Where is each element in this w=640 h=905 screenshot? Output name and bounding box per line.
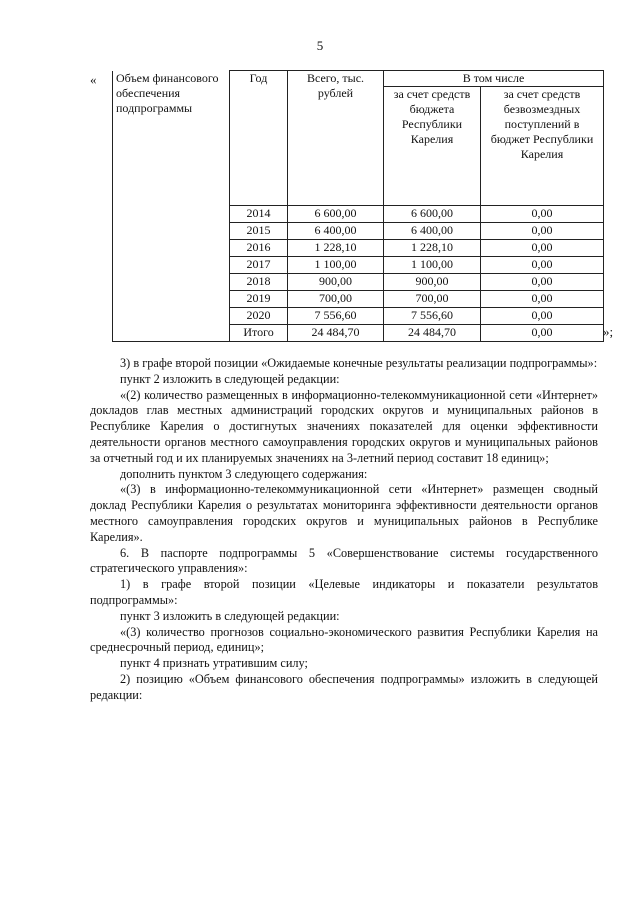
col-budget-header: за счет средств бюджета Республики Карелия [384,87,481,206]
free-cell: 0,00 [481,291,604,308]
paragraph: 1) в графе второй позиции «Целевые индикаторы и показатели результатов подпрограммы»: [90,577,598,607]
paragraph: 2) позицию «Объем финансового обеспечения подпрограммы» изложить в следующей редакции: [90,671,598,702]
budget-cell: 700,00 [384,291,481,308]
free-cell: 0,00 [481,274,604,291]
budget-cell: 1 100,00 [384,257,481,274]
free-cell: 0,00 [481,223,604,240]
blank-cell [113,325,230,342]
free-cell: 0,00 [481,206,604,223]
budget-cell: 1 228,10 [384,240,481,257]
col-free-header: за счет средств безвозмездных поступлений в бюджет Республики Карелия [481,87,604,206]
budget-cell: 24 484,70 [384,325,481,342]
paragraph: пункт 3 изложить в следующей редакции: [120,608,340,623]
page-number: 5 [316,38,324,53]
free-cell: 0,00 [481,325,604,342]
blank-cell [113,308,230,325]
total-cell: 6 600,00 [288,206,384,223]
table-row [113,308,604,325]
year-cell: 2014 [230,206,288,223]
total-cell: 7 556,60 [288,308,384,325]
table-row [113,291,604,308]
year-cell: 2016 [230,240,288,257]
budget-cell: 7 556,60 [384,308,481,325]
blank-cell [113,274,230,291]
year-cell: 2018 [230,274,288,291]
total-cell: 6 400,00 [288,223,384,240]
blank-cell [113,257,230,274]
free-cell: 0,00 [481,240,604,257]
table-row [113,206,604,223]
budget-cell: 6 600,00 [384,206,481,223]
total-cell: 700,00 [288,291,384,308]
budget-cell: 6 400,00 [384,223,481,240]
paragraph: 6. В паспорте подпрограммы 5 «Совершенствование системы государственного стратегического управления»: [90,545,598,576]
paragraph: 3) в графе второй позиции «Ожидаемые конечные результаты реализации подпрограммы»: [120,356,598,370]
paragraph: «(2) количество размещенных в информационно-телекоммуникационной сети «Интернет» докладов глав местных администраций городских округов и муниципальных районов в Республике Карелия о достигнутых значениях показателей для оценки эффективности деятельности органов местного самоуправления городских округов и муниципальных районов за отчетный год и их планируемых значениях на 3-летний период составит 18 единиц»; [90,387,598,465]
year-cell: 2015 [230,223,288,240]
paragraph: пункт 2 изложить в следующей редакции: [120,371,340,386]
table-row [113,274,604,291]
year-cell: Итого [230,325,288,342]
year-cell: 2019 [230,291,288,308]
paragraph: «(3) количество прогнозов социально-экономического развития Республики Карелия на среднесрочный период, единиц»; [90,624,598,655]
table-total-row [113,325,604,342]
first-col-label: Объем финансового обеспечения подпрограммы [113,71,230,206]
total-cell: 24 484,70 [288,325,384,342]
budget-cell: 900,00 [384,274,481,291]
free-cell: 0,00 [481,257,604,274]
opening-quote: « [90,72,97,87]
financing-table [112,70,604,342]
col-total-header: Всего, тыс. рублей [288,71,384,206]
free-cell: 0,00 [481,308,604,325]
paragraph: дополнить пунктом 3 следующего содержания: [120,466,368,481]
year-cell: 2017 [230,257,288,274]
paragraph: «(3) в информационно-телекоммуникационной сети «Интернет» размещен сводный доклад Республики Карелия о результатах мониторинга эффективности деятельности органов местного самоуправления городских округов и муниципальных районов в Республике Карелия». [90,482,598,544]
blank-cell [113,223,230,240]
total-cell: 1 100,00 [288,257,384,274]
paragraph: пункт 4 признать утратившим силу; [120,656,308,671]
table-header-row [113,71,604,87]
table-row [113,223,604,240]
blank-cell [113,240,230,257]
total-cell: 1 228,10 [288,240,384,257]
col-year-header: Год [230,71,288,206]
closing-quote: »; [603,324,614,339]
year-cell: 2020 [230,308,288,325]
total-cell: 900,00 [288,274,384,291]
blank-cell [113,291,230,308]
body-text [90,356,598,704]
col-group-header: В том числе [384,71,604,87]
table-row [113,257,604,274]
table-row [113,240,604,257]
blank-cell [113,206,230,223]
